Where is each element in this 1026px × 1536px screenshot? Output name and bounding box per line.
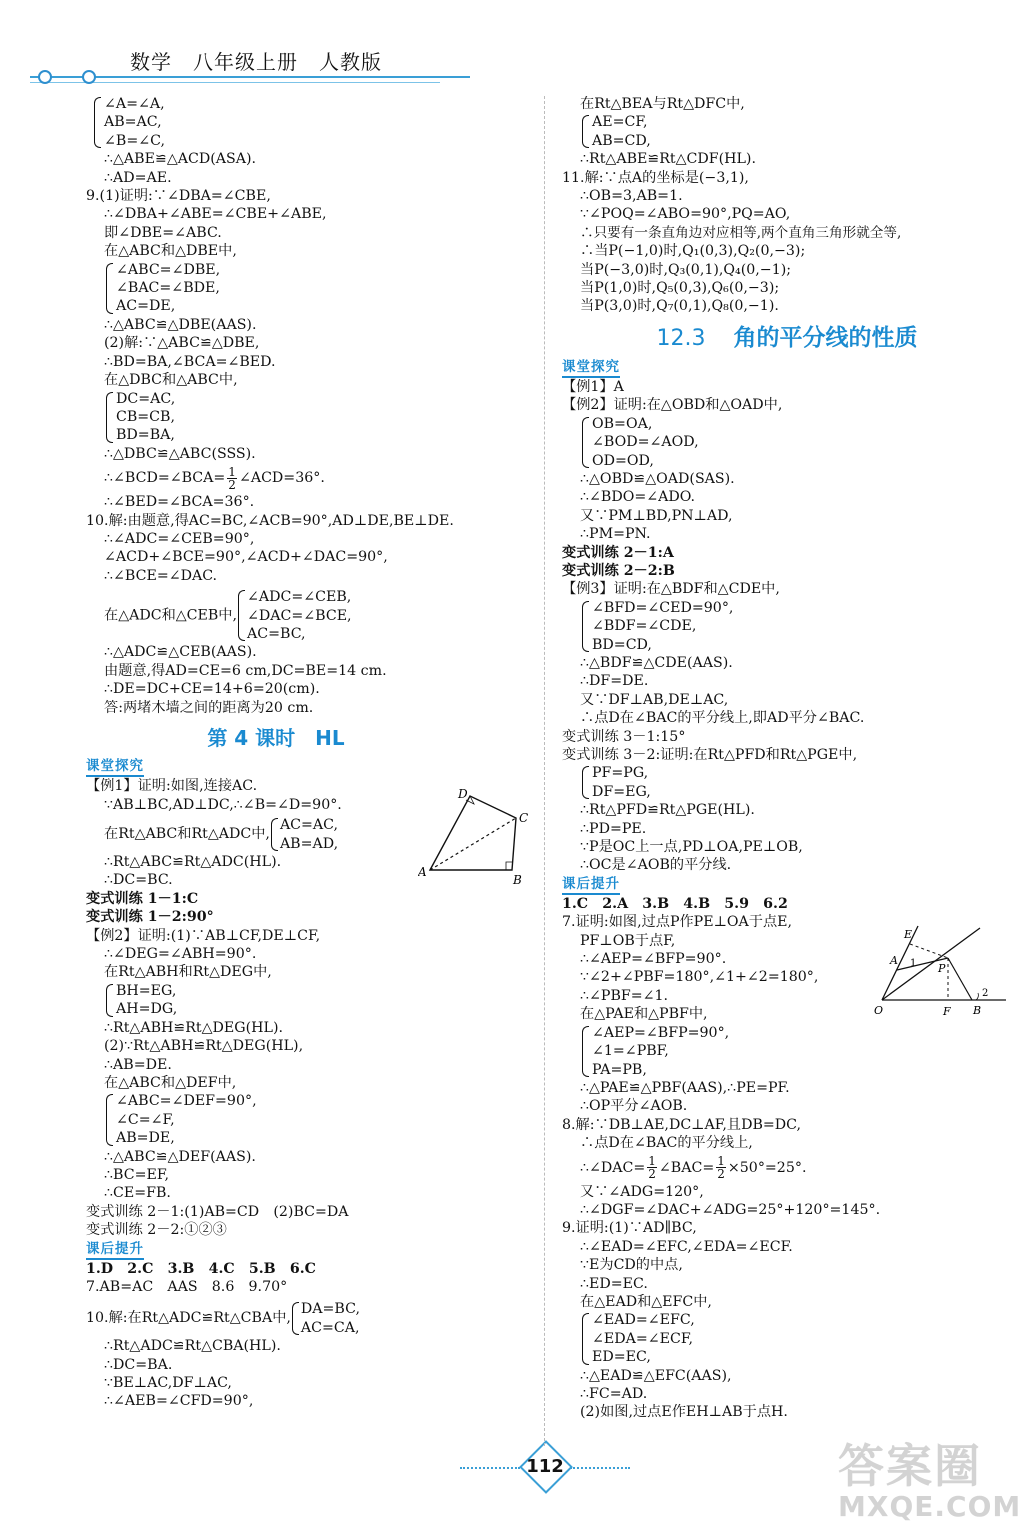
equation-system: AE=CF, AB=CD, [562, 113, 1002, 150]
svg-text:E: E [904, 928, 913, 941]
svg-text:2: 2 [982, 988, 989, 999]
column-divider [544, 96, 545, 1446]
problem-10: 10.解:由题意,得AC=BC,∠ACB=90°,AD⊥DE,BE⊥DE. [86, 512, 454, 529]
quadrilateral-figure [418, 786, 538, 886]
svg-text:B: B [513, 873, 522, 886]
watermark-logo: 答案圈 MXQE.COM [838, 1439, 1022, 1523]
lesson-title: 第 4 课时 HL [207, 726, 345, 750]
equation-system: PF=PG, DF=EG, [562, 764, 1002, 801]
left-column: ∠A=∠A, AB=AC, ∠B=∠C, ∴△ABE≌△ACD(ASA). ∴AD=AE. 9.(1)证明:∵∠DBA=∠CBE, ∴∠DBA+∠ABE=∠CBE+∠ABE, 即∠DBE=∠ABC. 在△ABC和△DBE中, ∠ABC=∠DBE, ∠BAC=∠BDE, AC=DE, ∴△ABC≌△DBE(AAS). (2)解:∵△ABC≌△DBE, ∴BD=BA,∠BCA=∠BED. 在△DBC和△ABC中, DC=AC, CB=CB, BD=BA, ∴△DBC≌△ABC(SSS). ∴∠BCD=∠BCA= $\frac{1}{2}$ ∠ACD=36°. ∴∠BED=∠BCA=36°. 10.解:由题意,得AC=BC,∠ACB=90°,AD⊥DE,BE⊥DE. ∴∠ADC=∠CEB=90°, ∠ACD+∠BCE=90°,∠ACD+∠DAC=90°, ∴∠BCE=∠DAC. 在△ADC和△CEB中, ∠ADC=∠CEB, ∠DAC=∠BCE, AC=BC, ∴△ADC≌△CEB(AAS). 由题意,得AD=CE=6 cm,DC=BE=14 cm. ∴DE=DC+CE=14+6=20(cm). 答:两堵木墙之间的距离为20 cm. 第 4 课时 HL 课堂探究 【例1】证明:如图,连接AC. ∵AB⊥BC,AD⊥DC,∴∠B=∠D=90°. 在Rt△ABC和Rt△ADC中, AC=AC, AB=AD, ∴Rt△ABC≌Rt△ADC(HL). ∴DC=BC. 变式训练 1－1:C 变式训练 1－2:90° 【例2】证明:(1)∵AB⊥CF,DE⊥CF, ∴∠DEG=∠ABH=90°. 在Rt△ABH和Rt△DEG中, BH=EG, AH=DG, ∴Rt△ABH≌Rt△DEG(HL). (2)∵Rt△ABH≌Rt△DEG(HL), ∴AB=DE. 在△ABC和△DEF中, ∠ABC=∠DEF=90°, ∠C=∠F, AB=DE, ∴△ABC≌△DEF(AAS). ∴BC=EF, ∴CE=FB. 变式训练 2－1:(1)AB=CD (2)BC=DA 变式训练 2－2:①②③ 课后提升 1.D 2.C 3.B 4.C 5.B 6.C 7.AB=AC AAS 8.6 9.70° 10.解:在Rt△ADC≌Rt△CBA中, DA=BC, AC=CA, ∴Rt△ADC≌Rt△CBA(HL). ∴DC=BA. ∵BE⊥AC,DF⊥AC, ∴∠AEB=∠CFD=90°, [86, 95, 526, 1411]
equation-system: ∠AEP=∠BFP=90°, ∠1=∠PBF, PA=PB, [562, 1024, 1002, 1079]
right-column: 在Rt△BEA与Rt△DFC中, AE=CF, AB=CD, ∴Rt△ABE≌Rt△CDF(HL). 11.解:∵点A的坐标是(−3,1), ∴OB=3,AB=1. ∵∠POQ=∠ABO=90°,PQ=AO, ∴只要有一条直角边对应相等,两个直角三角形就全等, ∴当P(−1,0)时,Q₁(0,3),Q₂(0,−3); 当P(−3,0)时,Q₃(0,1),Q₄(0,−1); 当P(1,0)时,Q₅(0,3),Q₆(0,−3); 当P(3,0)时,Q₇(0,1),Q₈(0,−1). 12.3 角的平分线的性质 课堂探究 【例1】A 【例2】证明:在△OBD和△OAD中, OB=OA, ∠BOD=∠AOD, OD=OD, ∴△OBD≌△OAD(SAS). ∴∠BDO=∠ADO. 又∵PM⊥BD,PN⊥AD, ∴PM=PN. 变式训练 2－1:A 变式训练 2－2:B 【例3】证明:在△BDF和△CDE中, ∠BFD=∠CED=90°, ∠BDF=∠CDE, BD=CD, ∴△BDF≌△CDE(AAS). ∴DF=DE. 又∵DF⊥AB,DE⊥AC, ∴点D在∠BAC的平分线上,即AD平分∠BAC. 变式训练 3－1:15° 变式训练 3－2:证明:在Rt△PFD和Rt△PGE中, PF=PG, DF=EG, ∴Rt△PFD≌Rt△PGE(HL). ∴PD=PE. ∵P是OC上一点,PD⊥OA,PE⊥OB, ∴OC是∠AOB的平分线. 课后提升 1.C 2.A 3.B 4.B 5.9 6.2 7.证明:如图,过点P作PE⊥OA于点E, PF⊥OB于点F, ∴∠AEP=∠BFP=90°. ∵∠2+∠PBF=180°,∠1+∠2=180°, ∴∠PBF=∠1. 在△PAE和△PBF中, ∠AEP=∠BFP=90°, ∠1=∠PBF, PA=PB, ∴△PAE≌△PBF(AAS),∴PE=PF. ∴OP平分∠AOB. 8.解:∵DB⊥AE,DC⊥AF,且DB=DC, ∴点D在∠BAC的平分线上, ∴∠DAC= $\frac{1}{2}$ ∠BAC= $\frac{1}{2}$ ×50°=25°. 又∵∠ADG=120°, ∴∠DGF=∠DAC+∠ADG=25°+120°=145°. 9.证明:(1)∵AD∥BC, ∴∠EAD=∠EFC,∠EDA=∠ECF. ∵E为CD的中点, ∴ED=EC. 在△EAD和△EFC中, ∠EAD=∠EFC, ∠EDA=∠ECF, ED=EC, ∴△EAD≌△EFC(AAS), ∴FC=AD. (2)如图,过点E作EH⊥AB于点H. [562, 95, 1002, 1422]
fraction: $\frac{1}{2}$ [228, 464, 236, 492]
equation-system: ∠BFD=∠CED=90°, ∠BDF=∠CDE, BD=CD, [562, 599, 1002, 654]
equation-system: AC=AC, AB=AD, [270, 816, 338, 853]
page-number [460, 1448, 630, 1488]
equation-system: ∠A=∠A, AB=AC, ∠B=∠C, [74, 95, 526, 150]
equation-system: DC=AC, CB=CB, BD=BA, [86, 390, 526, 445]
problem-11: 11.解:∵点A的坐标是(−3,1), [562, 169, 749, 186]
section-label: 课后提升 [562, 876, 620, 895]
header-dot-icon [38, 70, 52, 84]
svg-text:P: P [938, 962, 946, 975]
svg-text:C: C [519, 811, 529, 825]
angle-bisector-figure [872, 922, 1012, 1022]
equation-system: ∠ABC=∠DBE, ∠BAC=∠BDE, AC=DE, [86, 261, 526, 316]
page-number-label: 112 [522, 1450, 568, 1484]
page-header [0, 0, 1026, 95]
svg-text:F: F [943, 1005, 951, 1018]
equation-system: ∠ABC=∠DEF=90°, ∠C=∠F, AB=DE, [86, 1092, 526, 1147]
svg-text:1: 1 [910, 958, 917, 969]
section-label: 课堂探究 [562, 359, 620, 378]
svg-text:O: O [874, 1004, 884, 1017]
header-dot-icon [82, 70, 96, 84]
equation-system: ∠EAD=∠EFC, ∠EDA=∠ECF, ED=EC, [562, 1311, 1002, 1366]
svg-text:A: A [890, 954, 898, 967]
svg-text:B: B [973, 1004, 982, 1017]
header-title: 数学 八年级上册 人教版 [130, 50, 382, 74]
fraction: $\frac{1}{2}$ [717, 1154, 725, 1182]
svg-text:D: D [458, 787, 468, 801]
equation-system: ∠ADC=∠CEB, ∠DAC=∠BCE, AC=BC, [237, 588, 352, 643]
equation-system: DA=BC, AC=CA, [291, 1300, 360, 1337]
equation-system: BH=EG, AH=DG, [86, 982, 526, 1019]
svg-text:A: A [418, 865, 427, 879]
equation-system: OB=OA, ∠BOD=∠AOD, OD=OD, [562, 415, 1002, 470]
header-rule [30, 76, 470, 78]
section-title: 12.3 角的平分线的性质 [656, 324, 918, 351]
section-label: 课堂探究 [86, 758, 144, 777]
section-label: 课后提升 [86, 1241, 144, 1260]
problem-9: 9.(1)证明:∵∠DBA=∠CBE, [86, 188, 271, 205]
fraction: $\frac{1}{2}$ [648, 1154, 656, 1182]
